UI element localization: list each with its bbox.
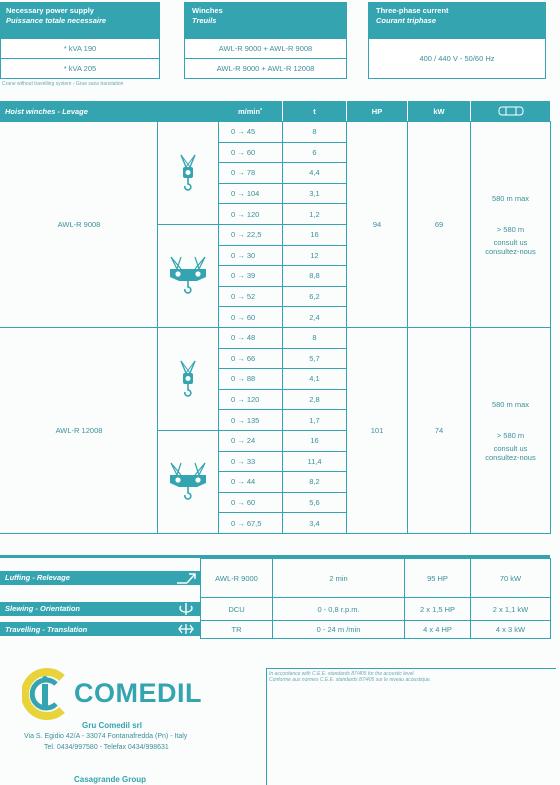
motion-kw: 70 kW	[470, 558, 551, 598]
speed-cell: 0 → 88	[218, 368, 283, 390]
depth-note-max: 580 m max	[491, 193, 530, 203]
speed-cell: 0 → 22,5	[218, 224, 283, 246]
winches-header	[184, 2, 347, 38]
speed-cell: 0 → 120	[218, 203, 283, 225]
load-cell: 1,2	[282, 203, 347, 225]
depth-note	[470, 327, 551, 534]
acoustic-note-fr: Conforme aux normes C.E.E. standards 87/405 sur le niveau acoustique.	[269, 677, 432, 683]
model-hp: 94	[346, 121, 408, 328]
model-hp: 101	[346, 327, 408, 534]
load-cell: 11,4	[282, 451, 347, 473]
winches-title-fr: Treuils	[192, 15, 217, 25]
winches-title-en: Winches	[192, 6, 223, 15]
company-address: Via S. Egidio 42/A - 33074 Fontanafredda (Pn) - Italy	[24, 733, 188, 740]
motion-hp: 2 x 1,5 HP	[404, 597, 471, 621]
model-name: AWL-R 12008	[0, 327, 158, 534]
load-cell: 3,4	[282, 512, 347, 534]
load-cell: 1,7	[282, 409, 347, 431]
motion-kw: 2 x 1,1 kW	[470, 597, 551, 621]
double-hook-icon	[167, 255, 209, 297]
speed-cell: 0 → 24	[218, 430, 283, 452]
load-cell: 8,2	[282, 471, 347, 493]
depth-note-consult-fr: consultez-nous	[485, 452, 536, 462]
load-cell: 3,1	[282, 183, 347, 205]
company-logo	[22, 666, 222, 726]
power-title-en: Necessary power supply	[6, 6, 94, 15]
power-supply-header	[0, 2, 160, 38]
motion-model: TR	[200, 620, 273, 639]
luffing-jib-icon	[172, 571, 200, 585]
winches-row-1: AWL-R 9000 + AWL-R 9008	[184, 38, 347, 59]
col-speed-header	[218, 101, 282, 121]
load-cell: 4,4	[282, 162, 347, 184]
load-cell: 2,8	[282, 389, 347, 411]
depth-note-over: > 580 m	[496, 430, 525, 440]
motion-value: 2 min	[272, 558, 405, 598]
winches-row-2: AWL-R 9000 + AWL-R 12008	[184, 58, 347, 79]
motion-model: DCU	[200, 597, 273, 621]
motion-model: AWL-R 9000	[200, 558, 273, 598]
company-group: Casagrande Group	[74, 775, 147, 784]
col-t-header: t	[282, 101, 346, 121]
company-name: Gru Comedil srl	[82, 721, 143, 730]
speed-cell: 0 → 120	[218, 389, 283, 411]
motions-top-rule	[0, 555, 550, 558]
load-cell: 8,8	[282, 265, 347, 287]
acoustic-note-box	[266, 668, 556, 785]
speed-cell: 0 → 33	[218, 451, 283, 473]
current-title-en: Three-phase current	[376, 6, 449, 15]
power-row-2: * kVA 205	[0, 58, 160, 79]
drum-icon	[496, 105, 526, 117]
double-hook-icon	[167, 461, 209, 503]
load-cell: 4,1	[282, 368, 347, 390]
speed-cell: 0 → 30	[218, 245, 283, 267]
logo-wordmark: COMEDIL	[74, 678, 202, 708]
travelling-icon	[172, 622, 200, 636]
speed-cell: 0 → 66	[218, 348, 283, 370]
acoustic-note-en: In accordance with C.E.E. standards 87/405 for the acoustic level.	[269, 671, 415, 677]
load-cell: 16	[282, 224, 347, 246]
col-kw-header: kW	[407, 101, 470, 121]
motion-kw: 4 x 3 kW	[470, 620, 551, 639]
load-cell: 6	[282, 142, 347, 164]
speed-cell: 0 → 44	[218, 471, 283, 493]
load-cell: 8	[282, 327, 347, 349]
speed-cell: 0 → 60	[218, 492, 283, 514]
motion-label	[0, 571, 200, 585]
load-cell: 5,6	[282, 492, 347, 514]
col-speed-label: m/min	[237, 106, 261, 116]
motion-label-text: Slewing - Orientation	[5, 604, 81, 613]
current-value: 400 / 440 V - 50/60 Hz	[368, 38, 546, 79]
power-row-1: * kVA 190	[0, 38, 160, 59]
col-speed-sup: *	[260, 108, 263, 114]
power-note: Crane without travelling system - Grue sans translation	[2, 81, 124, 87]
model-kw: 69	[407, 121, 471, 328]
depth-note-max: 580 m max	[491, 399, 530, 409]
motion-hp: 4 x 4 HP	[404, 620, 471, 639]
motion-value: 0 - 0,8 r.p.m.	[272, 597, 405, 621]
hook-icon-cell	[157, 224, 219, 328]
depth-note-consult-fr: consultez-nous	[485, 246, 536, 256]
load-cell: 8	[282, 121, 347, 143]
hoist-title: Hoist winches - Levage	[0, 101, 218, 121]
speed-cell: 0 → 67,5	[218, 512, 283, 534]
speed-cell: 0 → 104	[218, 183, 283, 205]
model-name: AWL-R 9008	[0, 121, 158, 328]
company-phone: Tel. 0434/997580 - Telefax 0434/998631	[44, 744, 169, 751]
motion-label-text: Travelling - Translation	[5, 624, 88, 634]
single-hook-icon	[177, 359, 199, 399]
single-hook-icon	[177, 153, 199, 193]
motion-label-text: Luffing - Relevage	[5, 573, 70, 582]
depth-note-consult-en: consult us	[493, 237, 528, 247]
hook-icon-cell	[157, 430, 219, 534]
current-title-fr: Courant triphase	[376, 15, 437, 25]
current-header	[368, 2, 546, 38]
motion-label	[0, 602, 200, 616]
depth-note-over: > 580 m	[496, 224, 525, 234]
hook-icon-cell	[157, 121, 219, 225]
power-title-fr: Puissance totale necessaire	[6, 15, 107, 25]
speed-cell: 0 → 60	[218, 306, 283, 328]
col-drum-header	[470, 101, 550, 121]
speed-cell: 0 → 39	[218, 265, 283, 287]
load-cell: 6,2	[282, 286, 347, 308]
speed-cell: 0 → 48	[218, 327, 283, 349]
motion-hp: 95 HP	[404, 558, 471, 598]
col-hp-header: HP	[346, 101, 407, 121]
speed-cell: 0 → 52	[218, 286, 283, 308]
speed-cell: 0 → 135	[218, 409, 283, 431]
depth-note	[470, 121, 551, 328]
motion-label	[0, 622, 200, 636]
speed-cell: 0 → 78	[218, 162, 283, 184]
load-cell: 16	[282, 430, 347, 452]
load-cell: 5,7	[282, 348, 347, 370]
motion-value: 0 - 24 m /min	[272, 620, 405, 639]
hook-icon-cell	[157, 327, 219, 431]
speed-cell: 0 → 45	[218, 121, 283, 143]
speed-cell: 0 → 60	[218, 142, 283, 164]
comedil-logo-icon	[22, 666, 70, 722]
slewing-icon	[172, 602, 200, 616]
load-cell: 12	[282, 245, 347, 267]
depth-note-consult-en: consult us	[493, 443, 528, 453]
model-kw: 74	[407, 327, 471, 534]
load-cell: 2,4	[282, 306, 347, 328]
